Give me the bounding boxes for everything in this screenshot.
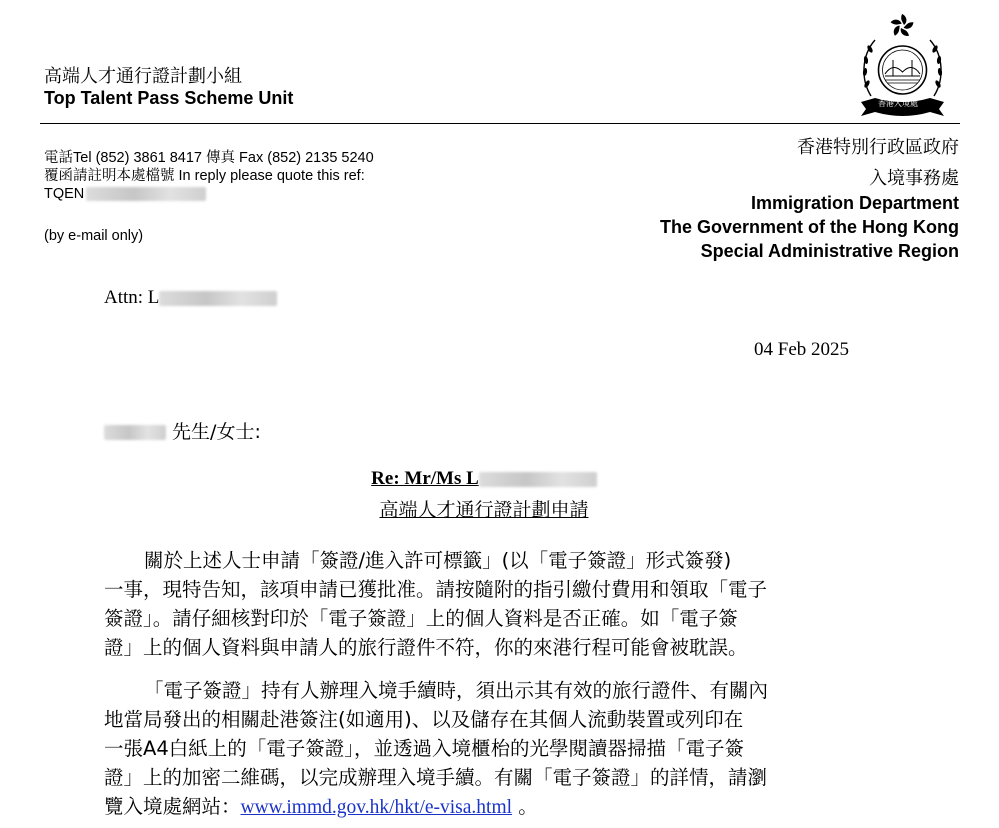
- contact-block: [44, 149, 374, 203]
- government-name-chinese: 香港特別行政區政府: [797, 137, 959, 158]
- phone-fax-line: 電話Tel (852) 3861 8417 傳真 Fax (852) 2135 5240: [44, 150, 374, 166]
- unit-name-chinese: 高端人才通行證計劃小組: [44, 66, 242, 87]
- website-suffix: 。: [512, 795, 538, 818]
- paragraph-line-with-link: [104, 792, 864, 822]
- redacted-surname: [104, 425, 166, 440]
- paragraph-line: 一事，現特告知，該項申請已獲批准。請按隨附的指引繳付費用和領取「電子: [104, 578, 768, 601]
- paragraph-line: 一張A4白紙上的「電子簽證」，並透過入境櫃枱的光學閱讀器掃描「電子簽: [104, 737, 744, 760]
- subject-line-chinese: 高端人才通行證計劃申請: [379, 499, 589, 521]
- salutation: [104, 417, 261, 444]
- paragraph-line: 簽證」。請仔細核對印於「電子簽證」上的個人資料是否正確。如「電子簽: [104, 607, 738, 630]
- government-name-english-line1: The Government of the Hong Kong: [660, 217, 959, 237]
- department-name-chinese: 入境事務處: [869, 168, 959, 189]
- redacted-reference: [86, 187, 206, 201]
- reference-prefix: TQEN: [44, 186, 85, 202]
- immd-evisa-link[interactable]: www.immd.gov.hk/hkt/e-visa.html: [240, 797, 513, 818]
- unit-name-english: Top Talent Pass Scheme Unit: [44, 88, 294, 108]
- government-department-block: [660, 135, 959, 263]
- redacted-name: [159, 291, 277, 306]
- reference-instruction: 覆函請註明本處檔號 In reply please quote this ref:: [44, 168, 365, 184]
- attention-line: [104, 287, 277, 309]
- salutation-suffix: 先生/女士:: [172, 421, 261, 443]
- paragraph-line: 地當局發出的相關赴港簽注(如適用)、以及儲存在其個人流動裝置或列印在: [104, 708, 744, 731]
- paragraph-line: 「電子簽證」持有人辦理入境手續時，須出示其有效的旅行證件、有關內: [144, 679, 769, 702]
- department-name-english: Immigration Department: [750, 193, 959, 213]
- website-prefix: 覽入境處網站：: [104, 795, 241, 818]
- reference-number: [44, 185, 374, 203]
- delivery-method: (by e-mail only): [44, 228, 144, 244]
- approval-paragraph: [104, 546, 864, 662]
- header-divider: [40, 123, 960, 124]
- evisa-instructions-paragraph: [104, 676, 864, 822]
- crest-ribbon-text: 香港入境處: [878, 99, 918, 108]
- paragraph-line: 證」上的個人資料與申請人的旅行證件不符，你的來港行程可能會被耽誤。: [104, 636, 748, 659]
- subject-prefix: Re: Mr/Ms L: [371, 468, 479, 489]
- paragraph-line: 證」上的加密二維碼，以完成辦理入境手續。有關「電子簽證」的詳情，請瀏: [104, 766, 768, 789]
- attention-label: Attn: L: [104, 287, 160, 308]
- paragraph-line: 關於上述人士申請「簽證/進入許可標籤」(以「電子簽證」形式簽發): [144, 549, 732, 572]
- redacted-subject-name: [479, 472, 597, 487]
- letter-date: 04 Feb 2025: [754, 339, 849, 360]
- government-name-english-line2: Special Administrative Region: [700, 241, 959, 261]
- subject-line-english: [0, 468, 968, 490]
